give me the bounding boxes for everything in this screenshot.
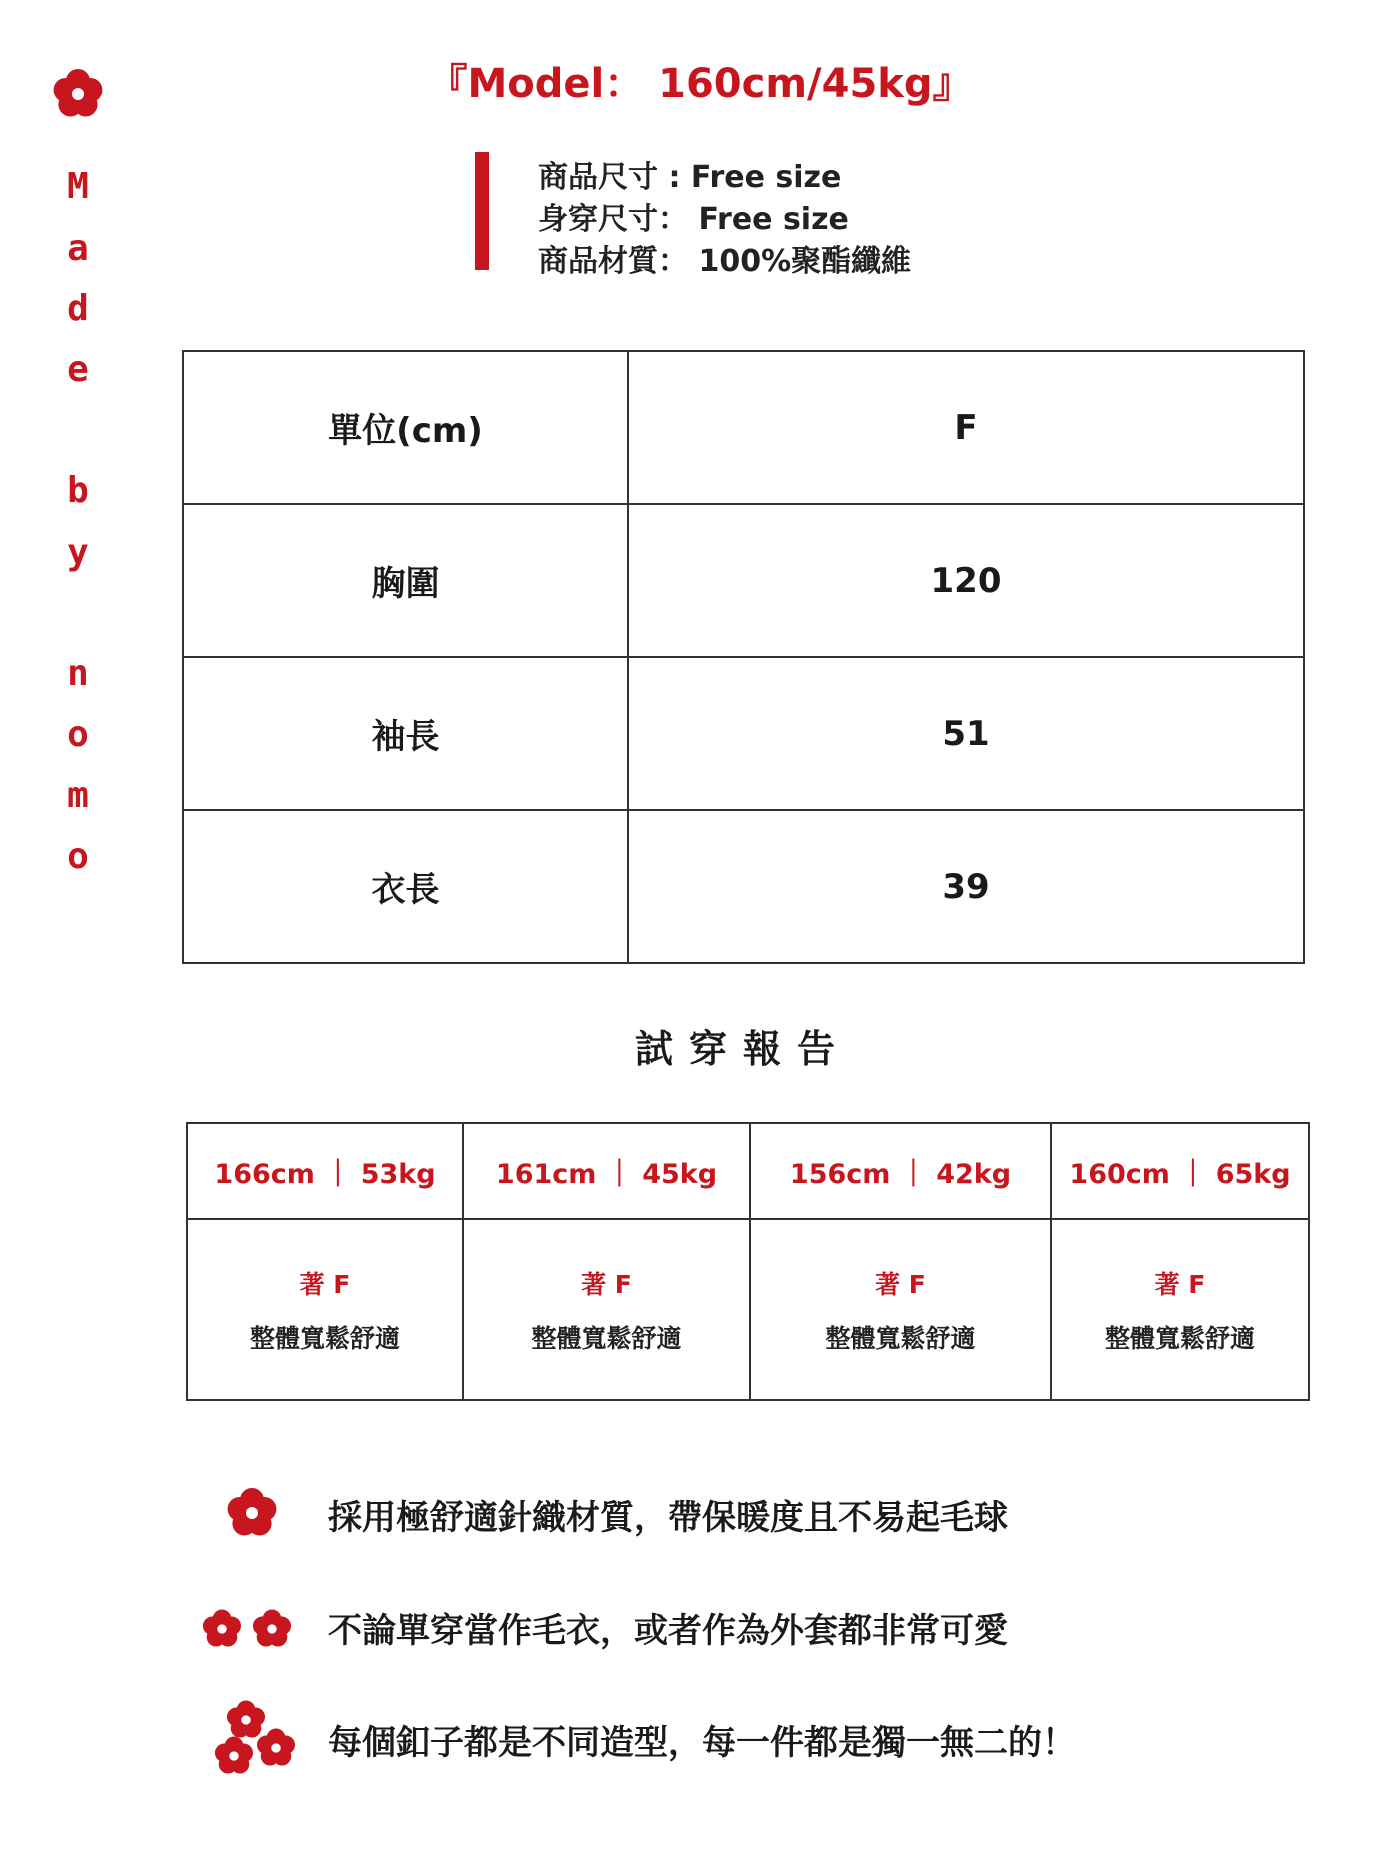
worn-size: 身穿尺寸： Free size bbox=[538, 202, 849, 237]
measure-value: 120 bbox=[628, 504, 1304, 657]
feature-1: 採用極舒適針織材質，帶保暖度且不易起毛球 bbox=[328, 1498, 1008, 1538]
tester-measure: 166cm ｜ 53kg bbox=[187, 1123, 463, 1219]
table-header-row bbox=[183, 351, 1304, 504]
material: 商品材質： 100%聚酯纖維 bbox=[538, 244, 912, 279]
side-letter: o bbox=[67, 714, 89, 755]
side-letter: e bbox=[67, 349, 89, 390]
tester-measure: 160cm ｜ 65kg bbox=[1051, 1123, 1309, 1219]
flower-icon bbox=[208, 1696, 300, 1788]
measure-label: 衣長 bbox=[183, 810, 628, 963]
fit-note: 整體寬鬆舒適 bbox=[249, 1323, 400, 1353]
side-letter: n bbox=[67, 653, 89, 694]
info-accent-bar bbox=[475, 152, 489, 270]
tester-measure: 156cm ｜ 42kg bbox=[750, 1123, 1051, 1219]
side-letter: m bbox=[67, 775, 89, 816]
fit-note: 整體寬鬆舒適 bbox=[531, 1323, 682, 1353]
side-letter: d bbox=[67, 288, 89, 329]
fit-cell bbox=[750, 1219, 1051, 1400]
size-table bbox=[182, 350, 1305, 964]
fit-cell bbox=[187, 1219, 463, 1400]
measure-value: 51 bbox=[628, 657, 1304, 810]
side-letter: M bbox=[67, 166, 89, 207]
fit-size: 著 F bbox=[1154, 1269, 1206, 1299]
fit-body-row bbox=[187, 1219, 1309, 1400]
fit-note: 整體寬鬆舒適 bbox=[825, 1323, 976, 1353]
measure-label: 袖長 bbox=[183, 657, 628, 810]
side-letter: a bbox=[67, 228, 89, 269]
model-title: 『Model： 160cm/45kg』 bbox=[427, 61, 973, 107]
side-letter: b bbox=[67, 470, 89, 511]
measure-label: 胸圍 bbox=[183, 504, 628, 657]
product-size: 商品尺寸 : Free size bbox=[538, 160, 842, 195]
fit-size: 著 F bbox=[875, 1269, 926, 1299]
table-row bbox=[183, 810, 1304, 963]
fit-cell bbox=[1051, 1219, 1309, 1400]
flower-icon bbox=[200, 1607, 295, 1651]
feature-2: 不論單穿當作毛衣，或者作為外套都非常可愛 bbox=[328, 1611, 1008, 1651]
measure-value: 39 bbox=[628, 810, 1304, 963]
size-label: F bbox=[628, 351, 1304, 504]
table-row bbox=[183, 504, 1304, 657]
tester-measure: 161cm ｜ 45kg bbox=[463, 1123, 750, 1219]
fit-cell bbox=[463, 1219, 750, 1400]
feature-3: 每個釦子都是不同造型，每一件都是獨一無二的！ bbox=[328, 1723, 1076, 1763]
fit-report-title: 試穿報告 bbox=[634, 1027, 851, 1071]
fit-header-row bbox=[187, 1123, 1309, 1219]
fit-note: 整體寬鬆舒適 bbox=[1104, 1323, 1255, 1353]
fit-size: 著 F bbox=[299, 1269, 351, 1299]
flower-icon bbox=[226, 1487, 278, 1539]
side-letter: y bbox=[67, 532, 89, 573]
fit-report-table bbox=[186, 1122, 1310, 1401]
table-row bbox=[183, 657, 1304, 810]
unit-label: 單位(cm) bbox=[183, 351, 628, 504]
fit-size: 著 F bbox=[581, 1269, 632, 1299]
side-letter: o bbox=[67, 836, 89, 877]
